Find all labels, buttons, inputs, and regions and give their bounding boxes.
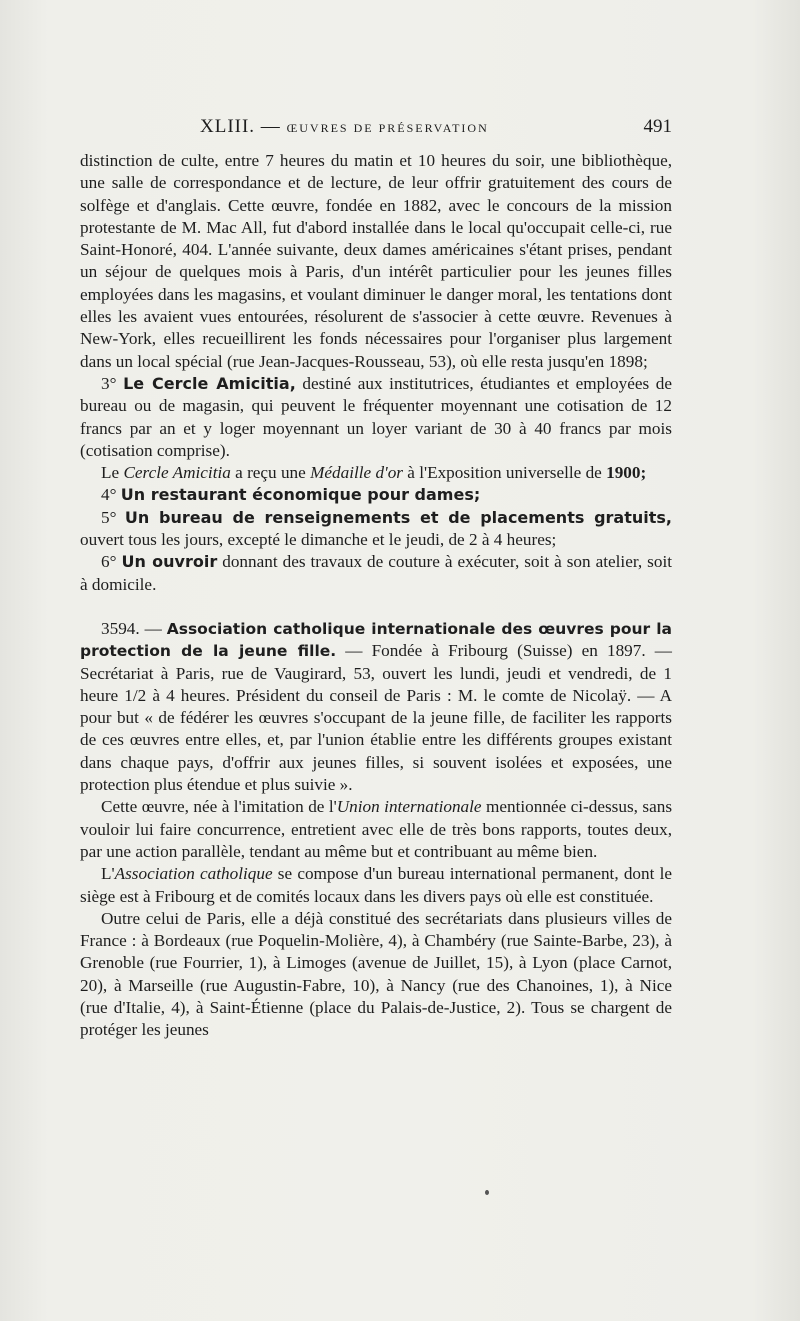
text-run: L' (101, 864, 115, 884)
item-text: donnant des travaux de couture à exécuter, soit à son atelier, soit à domicile. (80, 552, 673, 594)
dash: — (139, 618, 167, 638)
text-run: se compose d'un bureau international permanent, dont le siège est à Fribourg et de comités locaux dans les divers pays où elle est constituée. (80, 864, 672, 906)
italic-run: Union internationale (336, 797, 482, 817)
item-text: destiné aux institutrices, étudiantes et employées de bureau ou de magasin, qui peuvent le fréquenter moyennant une cotisation de 12 francs par an et y loger moyennant un loyer variant de 30 à 40 francs par mois (cotisation comprise). (80, 373, 673, 460)
italic-run: Cercle Amicitia (123, 463, 231, 483)
entry-text: — Fondée à Fribourg (Suisse) en 1897. — Secrétariat à Paris, rue de Vaugirard, 53, ouvert les lundi, jeudi et vendredi, de 1 heure 1/2 à 4 heures. Président du conseil de Paris : M. le comte de Nicolaÿ. — A pour but « de fédérer les œuvres s'occupant de la jeune fille, de faciliter les rapports de ces œuvres entre elles, et, par l'union établie entre les différents groupes existant dans chaque pays, d'offrir aux jeunes filles, si souvent isolées et exposées, une protection plus étendue et plus suivie ». (80, 641, 672, 795)
body-text (80, 150, 672, 1042)
section-gap (80, 596, 672, 618)
medal-paragraph (80, 462, 672, 484)
list-item-6 (80, 551, 672, 596)
page-number: 491 (643, 116, 672, 137)
list-number: 4° (101, 485, 117, 505)
association-paragraph (80, 863, 672, 908)
item-text: ouvert tous les jours, excepté le dimanche et le jeudi, de 2 à 4 heures; (80, 530, 557, 550)
running-header (80, 116, 672, 140)
text-run: Cette œuvre, née à l'imitation de l' (101, 797, 337, 817)
year: 1900; (606, 463, 647, 483)
text-run: a reçu une (230, 463, 311, 483)
text-run: à l'Exposition universelle de (403, 463, 607, 483)
list-item-3 (80, 373, 672, 462)
entry-3594 (80, 618, 672, 796)
item-title: Un ouvroir (121, 552, 218, 572)
list-number: 3° (101, 373, 117, 393)
text-run: Le (101, 463, 124, 483)
secretariats-paragraph: Outre celui de Paris, elle a déjà constitué des secrétariats dans plusieurs villes de France : à Bordeaux (rue Poquelin-Molière, 4), à Chambéry (rue Sainte-Barbe, 23), à Grenoble (rue Fourrier, 1), à Limoges (avenue de Juillet, 15), à Lyon (place Carnot, 20), à Marseille (rue Augustin-Fabre, 10), à Nancy (rue des Chanoines, 1), à Nice (rue d'Italie, 4), à Saint-Étienne (place du Palais-de-Justice, 2). Tous se chargent de protéger les jeunes (80, 908, 672, 1040)
list-item-4 (80, 484, 672, 506)
entry-number: 3594. (101, 618, 140, 638)
ink-speck (485, 1190, 489, 1195)
paragraph-continuation: distinction de culte, entre 7 heures du matin et 10 heures du soir, une bibliothèque, une salle de correspondance et de lecture, de leur offrir gratuitement des cours de solfège et d'anglais. Cette œuvre, fondée en 1882, avec le concours de la mission protestante de M. Mac All, fut d'abord installée dans le local qu'occupait celle-ci, rue Saint-Honoré, 404. L'année suivante, deux dames américaines s'étant prises, pendant un séjour de quelques mois à Paris, d'un intérêt particulier pour les jeunes filles employées dans les magasins, et voulant diminuer le danger moral, les tentations dont elles les avaient vues entourées, résolurent de s'associer à cette œuvre. Revenues à New-York, elles recueillirent les fonds nécessaires pour l'organiser plus largement dans un local spécial (rue Jean-Jacques-Rousseau, 53), où elle resta jusqu'en 1898; (80, 151, 672, 371)
item-title: Un restaurant économique pour dames; (120, 485, 481, 505)
text-run: mentionnée ci-dessus, sans vouloir lui faire concurrence, entretient avec elle de très bons rapports, toutes deux, par une action parallèle, tendant au même but et contribuant au même bien. (80, 797, 673, 861)
section-title: ŒUVRES DE PRÉSERVATION (286, 121, 489, 135)
entry-title: Association catholique internationale des œuvres pour la protection de la jeune fille. (80, 619, 672, 661)
list-number: 5° (101, 507, 117, 527)
list-item-5 (80, 507, 672, 552)
italic-run: Association catholique (114, 864, 273, 884)
list-number: 6° (101, 552, 117, 572)
item-title: Le Cercle Amicitia, (123, 373, 296, 393)
italic-run: Médaille d'or (310, 463, 403, 483)
chapter-number: XLIII. — (200, 116, 287, 137)
union-paragraph (80, 796, 672, 863)
running-title (200, 116, 489, 138)
item-title: Un bureau de renseignements et de placements gratuits, (124, 507, 672, 527)
